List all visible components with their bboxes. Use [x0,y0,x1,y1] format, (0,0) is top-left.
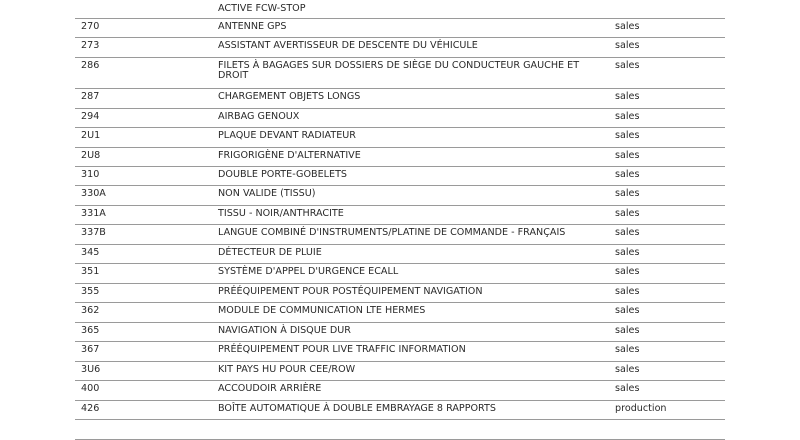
option-code: 270 [81,21,100,32]
option-type: sales [615,111,640,122]
table-row [75,58,725,89]
option-description: FILETS À BAGAGES SUR DOSSIERS DE SIÈGE DU CONDUCTEUR GAUCHE ET DROIT [218,60,580,81]
option-type: sales [615,344,640,355]
option-type: sales [615,305,640,316]
option-description: DOUBLE PORTE-GOBELETS [218,169,348,180]
table-row [75,303,725,323]
option-code: 345 [81,247,100,258]
table-row [75,225,725,245]
option-type: sales [615,40,640,51]
table-row [75,323,725,342]
table-row [75,109,725,128]
option-code: 330A [81,188,106,199]
option-code: 351 [81,266,100,277]
table-row [75,148,725,167]
option-code: 2U8 [81,150,101,161]
option-description: ASSISTANT AVERTISSEUR DE DESCENTE DU VÉHICULE [218,40,478,51]
option-code: 3U6 [81,364,101,375]
table-row [75,38,725,58]
table-row [75,0,725,19]
option-description: MODULE DE COMMUNICATION LTE HERMES [218,305,426,316]
table-row [75,167,725,186]
option-type: production [615,403,667,414]
option-code: 367 [81,344,100,355]
table-row [75,89,725,109]
option-type: sales [615,169,640,180]
option-type: sales [615,21,640,32]
option-type: sales [615,247,640,258]
option-description: ANTENNE GPS [218,21,287,32]
option-type: sales [615,188,640,199]
option-type: sales [615,91,640,102]
option-description: TISSU - NOIR/ANTHRACITE [218,208,344,219]
table-row [75,420,725,440]
option-type: sales [615,227,640,238]
option-code: 426 [81,403,100,414]
option-description: NAVIGATION À DISQUE DUR [218,325,351,336]
table-row [75,206,725,225]
option-type: sales [615,325,640,336]
option-type: sales [615,130,640,141]
option-description: BOÎTE AUTOMATIQUE À DOUBLE EMBRAYAGE 8 RAPPORTS [218,403,496,414]
option-code: 294 [81,111,100,122]
table-row [75,381,725,401]
table-row [75,128,725,148]
option-code: 400 [81,383,100,394]
table-row [75,245,725,264]
option-type: sales [615,364,640,375]
option-description: NON VALIDE (TISSU) [218,188,316,199]
option-code: 365 [81,325,100,336]
option-description: FRIGORIGÈNE D'ALTERNATIVE [218,150,361,161]
option-description: ACCOUDOIR ARRIÈRE [218,383,322,394]
option-code: 287 [81,91,100,102]
option-description: KIT PAYS HU POUR CEE/ROW [218,364,356,375]
option-description: PRÉÉQUIPEMENT POUR POSTÉQUIPEMENT NAVIGATION [218,286,483,297]
table-row [75,19,725,38]
option-type: sales [615,208,640,219]
option-type: sales [615,60,640,71]
option-description: PLAQUE DEVANT RADIATEUR [218,130,356,141]
option-description: DÉTECTEUR DE PLUIE [218,247,322,258]
table-row [75,362,725,381]
table-row [75,284,725,303]
table-row [75,342,725,362]
option-description: ACTIVE FCW-STOP [218,3,306,14]
option-type: sales [615,383,640,394]
option-code: 286 [81,60,100,71]
option-description: PRÉÉQUIPEMENT POUR LIVE TRAFFIC INFORMATION [218,344,466,355]
option-code: 273 [81,40,100,51]
option-type: sales [615,150,640,161]
option-code: 337B [81,227,106,238]
option-description: LANGUE COMBINÉ D'INSTRUMENTS/PLATINE DE COMMANDE - FRANÇAIS [218,227,566,238]
option-description: CHARGEMENT OBJETS LONGS [218,91,361,102]
table-row [75,401,725,420]
options-table [75,0,725,440]
option-type: sales [615,266,640,277]
option-description: SYSTÈME D'APPEL D'URGENCE ECALL [218,266,399,277]
option-code: 310 [81,169,100,180]
option-code: 2U1 [81,130,101,141]
option-code: 362 [81,305,100,316]
option-description: AIRBAG GENOUX [218,111,300,122]
table-row [75,186,725,206]
option-code: 355 [81,286,100,297]
table-row [75,264,725,284]
option-code: 331A [81,208,106,219]
option-type: sales [615,286,640,297]
